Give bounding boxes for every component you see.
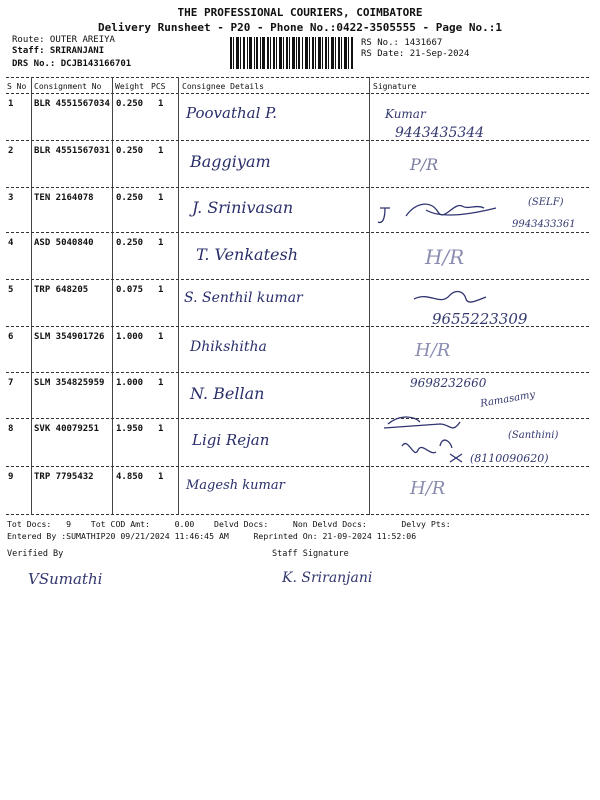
row-rule: [6, 466, 589, 467]
row-consignment: SLM 354825959: [34, 378, 105, 388]
entered-by-line: Entered By :SUMATHIP20 09/21/2024 11:46:45 AM Reprinted On: 21-09-2024 11:52:06: [7, 531, 417, 541]
rs-date: RS Date: 21-Sep-2024: [361, 49, 470, 59]
row-signature-line1: 9698232660: [410, 376, 487, 390]
row-pcs: 1: [158, 332, 164, 342]
row-rule: [6, 187, 589, 188]
row-weight: 0.075: [116, 285, 144, 295]
row-consignment: SVK 40079251: [34, 424, 100, 434]
row-rule: [6, 326, 589, 327]
staff-signature: K. Sriranjani: [282, 570, 373, 586]
row-signature-line2: 9443435344: [395, 125, 485, 141]
row-weight: 1.950: [116, 424, 144, 434]
row-signature-line1: H/R: [410, 478, 446, 499]
row-consignment: TRP 648205: [34, 285, 89, 295]
row-signature-line1: (SELF): [528, 197, 564, 208]
totals-line: Tot Docs: 9 Tot COD Amt: 0.00 Delvd Docs: Non Delvd Docs: Delvy Pts:: [7, 519, 451, 529]
row-signature-line1: H/R: [425, 245, 465, 269]
col-header-consignment: Consignment No: [34, 82, 102, 91]
col-sep-3: [178, 77, 179, 515]
row-consignee: Poovathal P.: [186, 104, 277, 122]
row-consignee: Baggiyam: [190, 152, 271, 171]
row-sno: 8: [8, 424, 14, 434]
barcode-image: [230, 37, 355, 69]
row-consignment: SLM 354901726: [34, 332, 105, 342]
table-bottom-rule: [6, 514, 589, 515]
col-header-consignee: Consignee Details: [182, 82, 264, 91]
row-consignee: T. Venkatesh: [196, 245, 298, 264]
row-consignee: N. Bellan: [190, 384, 265, 403]
signature-scribble: [410, 287, 490, 309]
row-rule: [6, 279, 589, 280]
row-sno: 7: [8, 378, 14, 388]
col-header-weight: Weight: [115, 82, 144, 91]
row-signature-line2: (8110090620): [470, 452, 549, 465]
col-header-sno: S No: [7, 82, 27, 91]
row-signature-line2: 9655223309: [432, 310, 528, 328]
row-rule: [6, 140, 589, 141]
row-weight: 0.250: [116, 99, 144, 109]
row-consignment: BLR 4551567034: [34, 99, 110, 109]
company-title: THE PROFESSIONAL COURIERS, COIMBATORE: [177, 6, 423, 19]
row-rule: [6, 372, 589, 373]
row-weight: 4.850: [116, 472, 144, 482]
row-weight: 0.250: [116, 146, 144, 156]
row-signature-line1: (Santhini): [508, 430, 559, 441]
col-sep-4: [369, 77, 370, 515]
verified-signature: VSumathi: [28, 570, 103, 588]
runsheet-title: Delivery Runsheet - P20 - Phone No.:0422-3505555 - Page No.:1: [98, 21, 502, 34]
staff-signature-label: Staff Signature: [272, 549, 349, 559]
row-weight: 1.000: [116, 378, 144, 388]
row-sno: 6: [8, 332, 14, 342]
row-signature-line1: P/R: [410, 155, 439, 174]
row-consignee: Ligi Rejan: [192, 431, 270, 449]
row-sno: 9: [8, 472, 14, 482]
row-consignment: ASD 5040840: [34, 238, 94, 248]
row-consignment: BLR 4551567031: [34, 146, 110, 156]
rs-number: RS No.: 1431667: [361, 38, 443, 48]
row-consignee: S. Senthil kumar: [184, 290, 303, 306]
row-pcs: 1: [158, 99, 164, 109]
row-pcs: 1: [158, 238, 164, 248]
row-sno: 3: [8, 193, 14, 203]
signature-scribble: [376, 196, 516, 230]
row-consignment: TEN 2164078: [34, 193, 94, 203]
row-signature-line2: Ramasamy: [479, 389, 536, 410]
row-pcs: 1: [158, 146, 164, 156]
row-weight: 0.250: [116, 193, 144, 203]
row-signature-line1: H/R: [415, 340, 451, 361]
row-consignee: Dhikshitha: [190, 339, 267, 355]
col-header-signature: Signature: [373, 82, 417, 91]
row-consignee: Magesh kumar: [186, 478, 285, 493]
col-header-pcs: PCS: [151, 82, 166, 91]
row-sno: 5: [8, 285, 14, 295]
row-signature-line2: 9943433361: [512, 219, 576, 230]
table-top-rule: [6, 77, 589, 78]
verified-by-label: Verified By: [7, 549, 64, 559]
row-pcs: 1: [158, 193, 164, 203]
route-text: Route: OUTER AREIYA: [12, 35, 115, 45]
drs-number: DRS No.: DCJB143166701: [12, 59, 132, 69]
row-rule: [6, 418, 589, 419]
row-weight: 1.000: [116, 332, 144, 342]
table-header-rule: [6, 93, 589, 94]
row-pcs: 1: [158, 424, 164, 434]
row-weight: 0.250: [116, 238, 144, 248]
row-signature-line1: Kumar: [385, 107, 426, 121]
row-consignee: J. Srinivasan: [192, 198, 294, 217]
row-sno: 2: [8, 146, 14, 156]
staff-text: Staff: SRIRANJANI: [12, 46, 105, 56]
row-rule: [6, 232, 589, 233]
col-sep-2: [112, 77, 113, 515]
row-pcs: 1: [158, 378, 164, 388]
row-sno: 1: [8, 99, 14, 109]
col-sep-1: [31, 77, 32, 515]
row-pcs: 1: [158, 285, 164, 295]
row-sno: 4: [8, 238, 14, 248]
row-pcs: 1: [158, 472, 164, 482]
row-consignment: TRP 7795432: [34, 472, 94, 482]
